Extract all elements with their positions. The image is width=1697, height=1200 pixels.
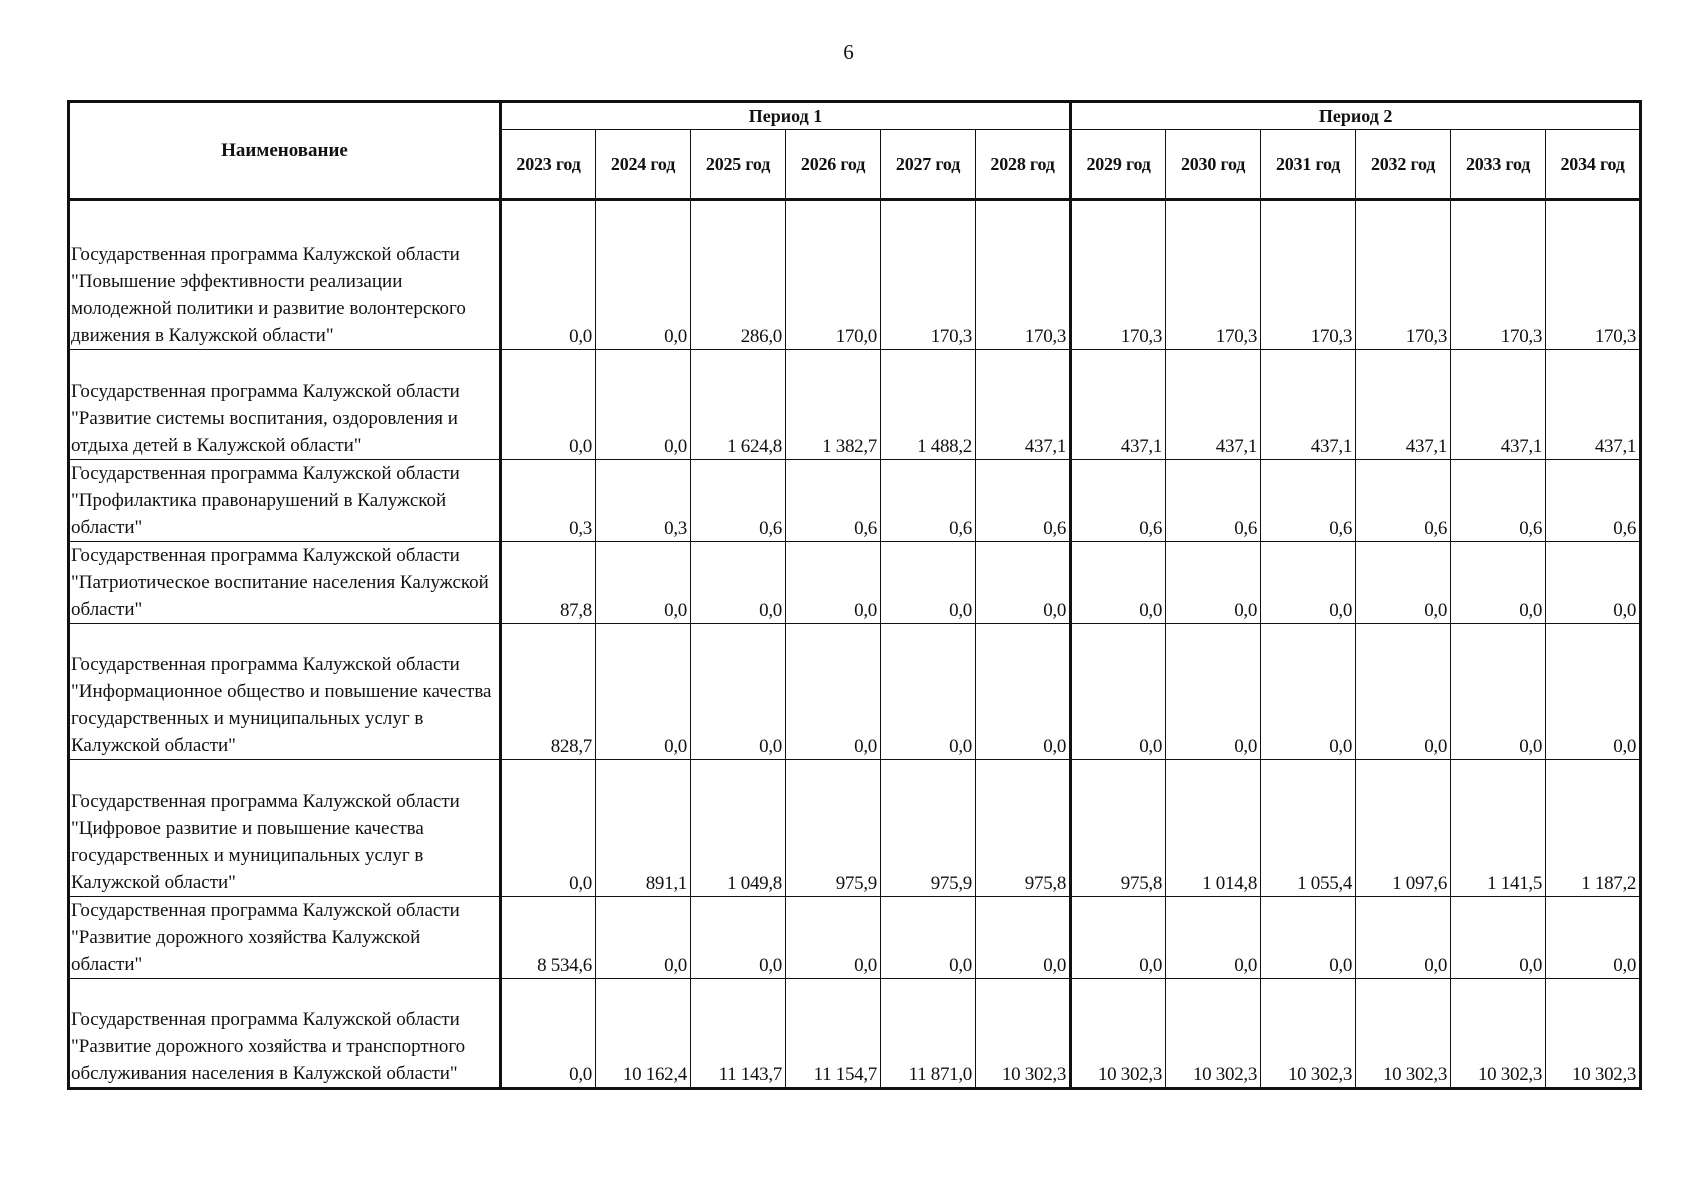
value-cell: 0,0	[976, 897, 1071, 979]
value-cell: 0,6	[976, 460, 1071, 542]
value-cell: 0,0	[596, 624, 691, 760]
page-number: 6	[843, 40, 854, 64]
value-cell: 437,1	[1451, 350, 1546, 460]
value-cell: 891,1	[596, 760, 691, 897]
value-cell: 0,0	[1166, 542, 1261, 624]
value-cell: 0,6	[1451, 460, 1546, 542]
value-cell: 0,0	[1546, 897, 1641, 979]
year-header: 2034 год	[1546, 130, 1641, 200]
value-cell: 1 014,8	[1166, 760, 1261, 897]
value-cell: 0,0	[1166, 624, 1261, 760]
value-cell: 0,0	[1071, 624, 1166, 760]
table-row	[69, 460, 1641, 542]
value-cell: 0,6	[881, 460, 976, 542]
value-cell: 0,3	[596, 460, 691, 542]
period-header: Период 2	[1071, 102, 1641, 130]
value-cell: 0,6	[1356, 460, 1451, 542]
table-row	[69, 979, 1641, 1089]
period-header: Период 1	[501, 102, 1071, 130]
value-cell: 437,1	[1546, 350, 1641, 460]
value-cell: 0,0	[881, 542, 976, 624]
value-cell: 1 382,7	[786, 350, 881, 460]
value-cell: 170,3	[1071, 200, 1166, 350]
value-cell: 0,0	[1356, 897, 1451, 979]
value-cell: 0,0	[881, 624, 976, 760]
value-cell: 0,0	[691, 542, 786, 624]
value-cell: 0,3	[501, 460, 596, 542]
value-cell: 0,0	[881, 897, 976, 979]
value-cell: 0,0	[1451, 624, 1546, 760]
table-row	[69, 760, 1641, 897]
table-row	[69, 200, 1641, 350]
value-cell: 1 187,2	[1546, 760, 1641, 897]
program-name: Государственная программа Калужской области "Развитие дорожного хозяйства и транспортного обслуживания населения в Калужской области"	[69, 979, 501, 1089]
value-cell: 10 302,3	[1261, 979, 1356, 1089]
value-cell: 1 097,6	[1356, 760, 1451, 897]
program-name: Государственная программа Калужской области "Развитие системы воспитания, оздоровления и отдыха детей в Калужской области"	[69, 350, 501, 460]
value-cell: 0,0	[596, 542, 691, 624]
value-cell: 1 624,8	[691, 350, 786, 460]
value-cell: 0,0	[1546, 542, 1641, 624]
value-cell: 0,0	[1261, 542, 1356, 624]
year-header: 2029 год	[1071, 130, 1166, 200]
value-cell: 0,0	[1261, 624, 1356, 760]
value-cell: 0,0	[596, 350, 691, 460]
table-row	[69, 624, 1641, 760]
value-cell: 0,0	[501, 350, 596, 460]
program-name: Государственная программа Калужской области "Развитие дорожного хозяйства Калужской области"	[69, 897, 501, 979]
value-cell: 170,3	[1451, 200, 1546, 350]
value-cell: 975,8	[976, 760, 1071, 897]
table-row	[69, 350, 1641, 460]
value-cell: 10 302,3	[1166, 979, 1261, 1089]
value-cell: 0,6	[1546, 460, 1641, 542]
value-cell: 170,3	[1261, 200, 1356, 350]
value-cell: 170,3	[881, 200, 976, 350]
value-cell: 0,6	[786, 460, 881, 542]
value-cell: 170,3	[1546, 200, 1641, 350]
value-cell: 437,1	[1166, 350, 1261, 460]
value-cell: 0,0	[1356, 542, 1451, 624]
value-cell: 0,6	[1166, 460, 1261, 542]
value-cell: 1 049,8	[691, 760, 786, 897]
program-name: Государственная программа Калужской области "Профилактика правонарушений в Калужской области"	[69, 460, 501, 542]
value-cell: 0,0	[976, 542, 1071, 624]
value-cell: 0,0	[1546, 624, 1641, 760]
value-cell: 0,6	[691, 460, 786, 542]
value-cell: 0,0	[786, 624, 881, 760]
value-cell: 437,1	[1071, 350, 1166, 460]
value-cell: 170,3	[976, 200, 1071, 350]
value-cell: 10 302,3	[1071, 979, 1166, 1089]
value-cell: 0,6	[1261, 460, 1356, 542]
value-cell: 437,1	[1261, 350, 1356, 460]
value-cell: 10 302,3	[1451, 979, 1546, 1089]
value-cell: 11 154,7	[786, 979, 881, 1089]
value-cell: 0,0	[976, 624, 1071, 760]
year-header: 2027 год	[881, 130, 976, 200]
value-cell: 828,7	[501, 624, 596, 760]
value-cell: 11 143,7	[691, 979, 786, 1089]
value-cell: 170,0	[786, 200, 881, 350]
value-cell: 286,0	[691, 200, 786, 350]
value-cell: 10 302,3	[976, 979, 1071, 1089]
value-cell: 0,0	[1071, 897, 1166, 979]
budget-table	[67, 100, 1642, 1090]
year-header: 2031 год	[1261, 130, 1356, 200]
table-row	[69, 897, 1641, 979]
value-cell: 1 055,4	[1261, 760, 1356, 897]
year-header: 2026 год	[786, 130, 881, 200]
value-cell: 1 488,2	[881, 350, 976, 460]
value-cell: 0,0	[1071, 542, 1166, 624]
value-cell: 0,0	[596, 897, 691, 979]
value-cell: 8 534,6	[501, 897, 596, 979]
value-cell: 437,1	[1356, 350, 1451, 460]
program-name: Государственная программа Калужской области "Повышение эффективности реализации молодежной политики и развитие волонтерского движения в Калужской области"	[69, 200, 501, 350]
year-header: 2025 год	[691, 130, 786, 200]
value-cell: 10 302,3	[1546, 979, 1641, 1089]
value-cell: 0,0	[691, 897, 786, 979]
program-name: Государственная программа Калужской области "Патриотическое воспитание населения Калужской области"	[69, 542, 501, 624]
year-header: 2033 год	[1451, 130, 1546, 200]
year-header: 2023 год	[501, 130, 596, 200]
value-cell: 0,0	[501, 979, 596, 1089]
table-row	[69, 542, 1641, 624]
program-name: Государственная программа Калужской области "Цифровое развитие и повышение качества государственных и муниципальных услуг в Калужской области"	[69, 760, 501, 897]
value-cell: 0,0	[501, 760, 596, 897]
value-cell: 0,0	[786, 897, 881, 979]
value-cell: 1 141,5	[1451, 760, 1546, 897]
value-cell: 0,0	[596, 200, 691, 350]
year-header: 2024 год	[596, 130, 691, 200]
program-name: Государственная программа Калужской области "Информационное общество и повышение качества государственных и муниципальных услуг в Калужской области"	[69, 624, 501, 760]
value-cell: 87,8	[501, 542, 596, 624]
year-header: 2028 год	[976, 130, 1071, 200]
value-cell: 975,9	[786, 760, 881, 897]
year-header: 2032 год	[1356, 130, 1451, 200]
value-cell: 0,0	[691, 624, 786, 760]
value-cell: 170,3	[1166, 200, 1261, 350]
value-cell: 0,0	[1166, 897, 1261, 979]
value-cell: 0,0	[1451, 542, 1546, 624]
value-cell: 10 162,4	[596, 979, 691, 1089]
value-cell: 0,0	[1356, 624, 1451, 760]
column-header-name: Наименование	[69, 102, 501, 200]
value-cell: 975,9	[881, 760, 976, 897]
value-cell: 437,1	[976, 350, 1071, 460]
value-cell: 10 302,3	[1356, 979, 1451, 1089]
value-cell: 0,0	[786, 542, 881, 624]
value-cell: 0,0	[1451, 897, 1546, 979]
year-header: 2030 год	[1166, 130, 1261, 200]
value-cell: 0,0	[1261, 897, 1356, 979]
value-cell: 170,3	[1356, 200, 1451, 350]
value-cell: 975,8	[1071, 760, 1166, 897]
value-cell: 11 871,0	[881, 979, 976, 1089]
value-cell: 0,6	[1071, 460, 1166, 542]
value-cell: 0,0	[501, 200, 596, 350]
